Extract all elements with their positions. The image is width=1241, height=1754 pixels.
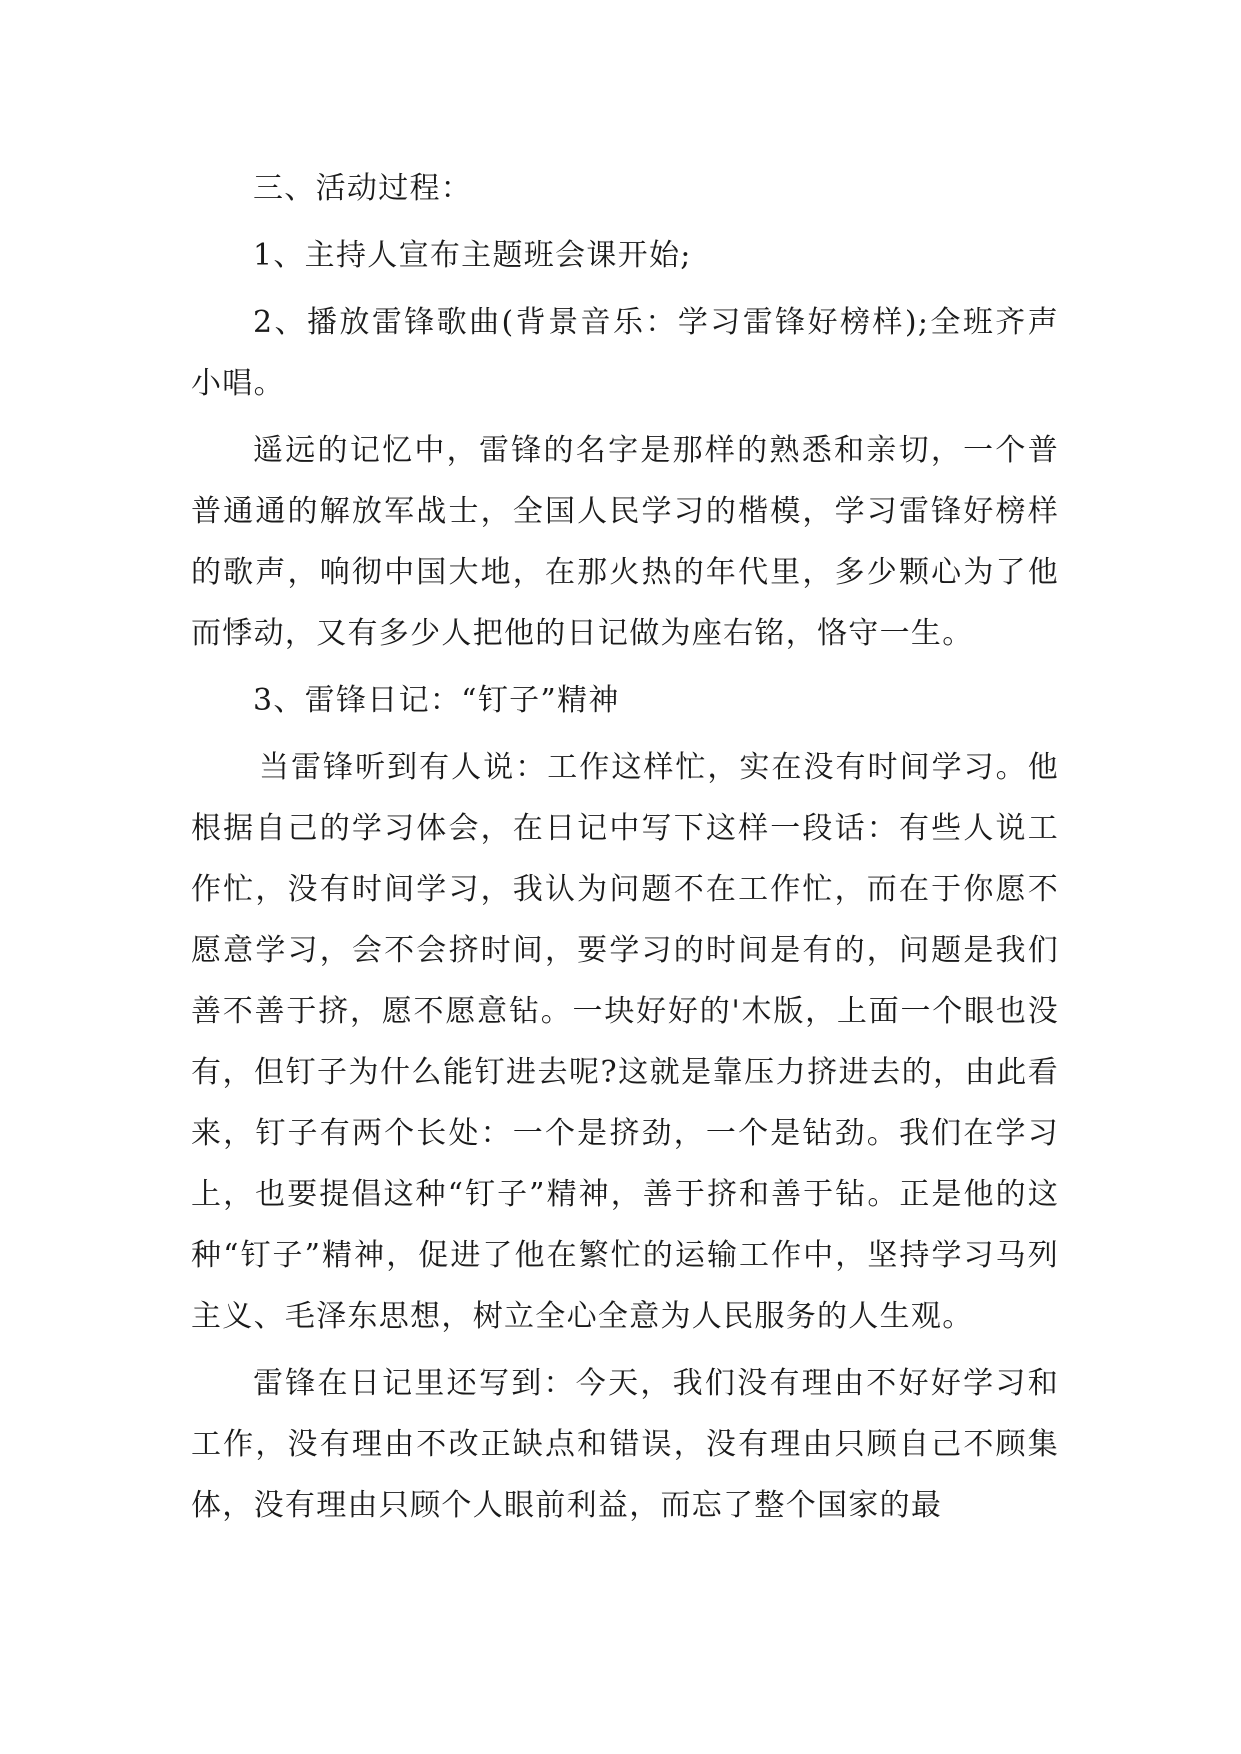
diary-paragraph: 雷锋在日记里还写到：今天，我们没有理由不好好学习和工作，没有理由不改正缺点和错误，没有理由只顾自己不顾集体，没有理由只顾个人眼前利益，而忘了整个国家的最 [191,1366,1059,1523]
memory-paragraph: 遥远的记忆中，雷锋的名字是那样的熟悉和亲切，一个普普通通的解放军战士，全国人民学习的楷模，学习雷锋好榜样的歌声，响彻中国大地，在那火热的年代里，多少颗心为了他而悸动，又有多少人把他的日记做为座右铭，恪守一生。 [191,433,1059,651]
step-3-heading: 3、雷锋日记：“钉子”精神 [253,683,620,718]
document-body [191,158,1059,1536]
step-2-paragraph: 2、播放雷锋歌曲(背景音乐：学习雷锋好榜样);全班齐声小唱。 [191,305,1059,401]
step-1-paragraph: 1、主持人宣布主题班会课开始; [253,238,692,273]
section-heading-activity-process: 三、活动过程： [253,171,473,206]
nail-spirit-paragraph: 当雷锋听到有人说：工作这样忙，实在没有时间学习。他根据自己的学习体会，在日记中写下这样一段话：有些人说工作忙，没有时间学习，我认为问题不在工作忙，而在于你愿不愿意学习，会不会挤时间，要学习的时间是有的，问题是我们善不善于挤，愿不愿意钻。一块好好的'木版，上面一个眼也没有，但钉子为什么能钉进去呢?这就是靠压力挤进去的，由此看来，钉子有两个长处：一个是挤劲，一个是钻劲。我们在学习上，也要提倡这种“钉子”精神，善于挤和善于钻。正是他的这种“钉子”精神，促进了他在繁忙的运输工作中，坚持学习马列主义、毛泽东思想，树立全心全意为人民服务的人生观。 [191,750,1059,1334]
